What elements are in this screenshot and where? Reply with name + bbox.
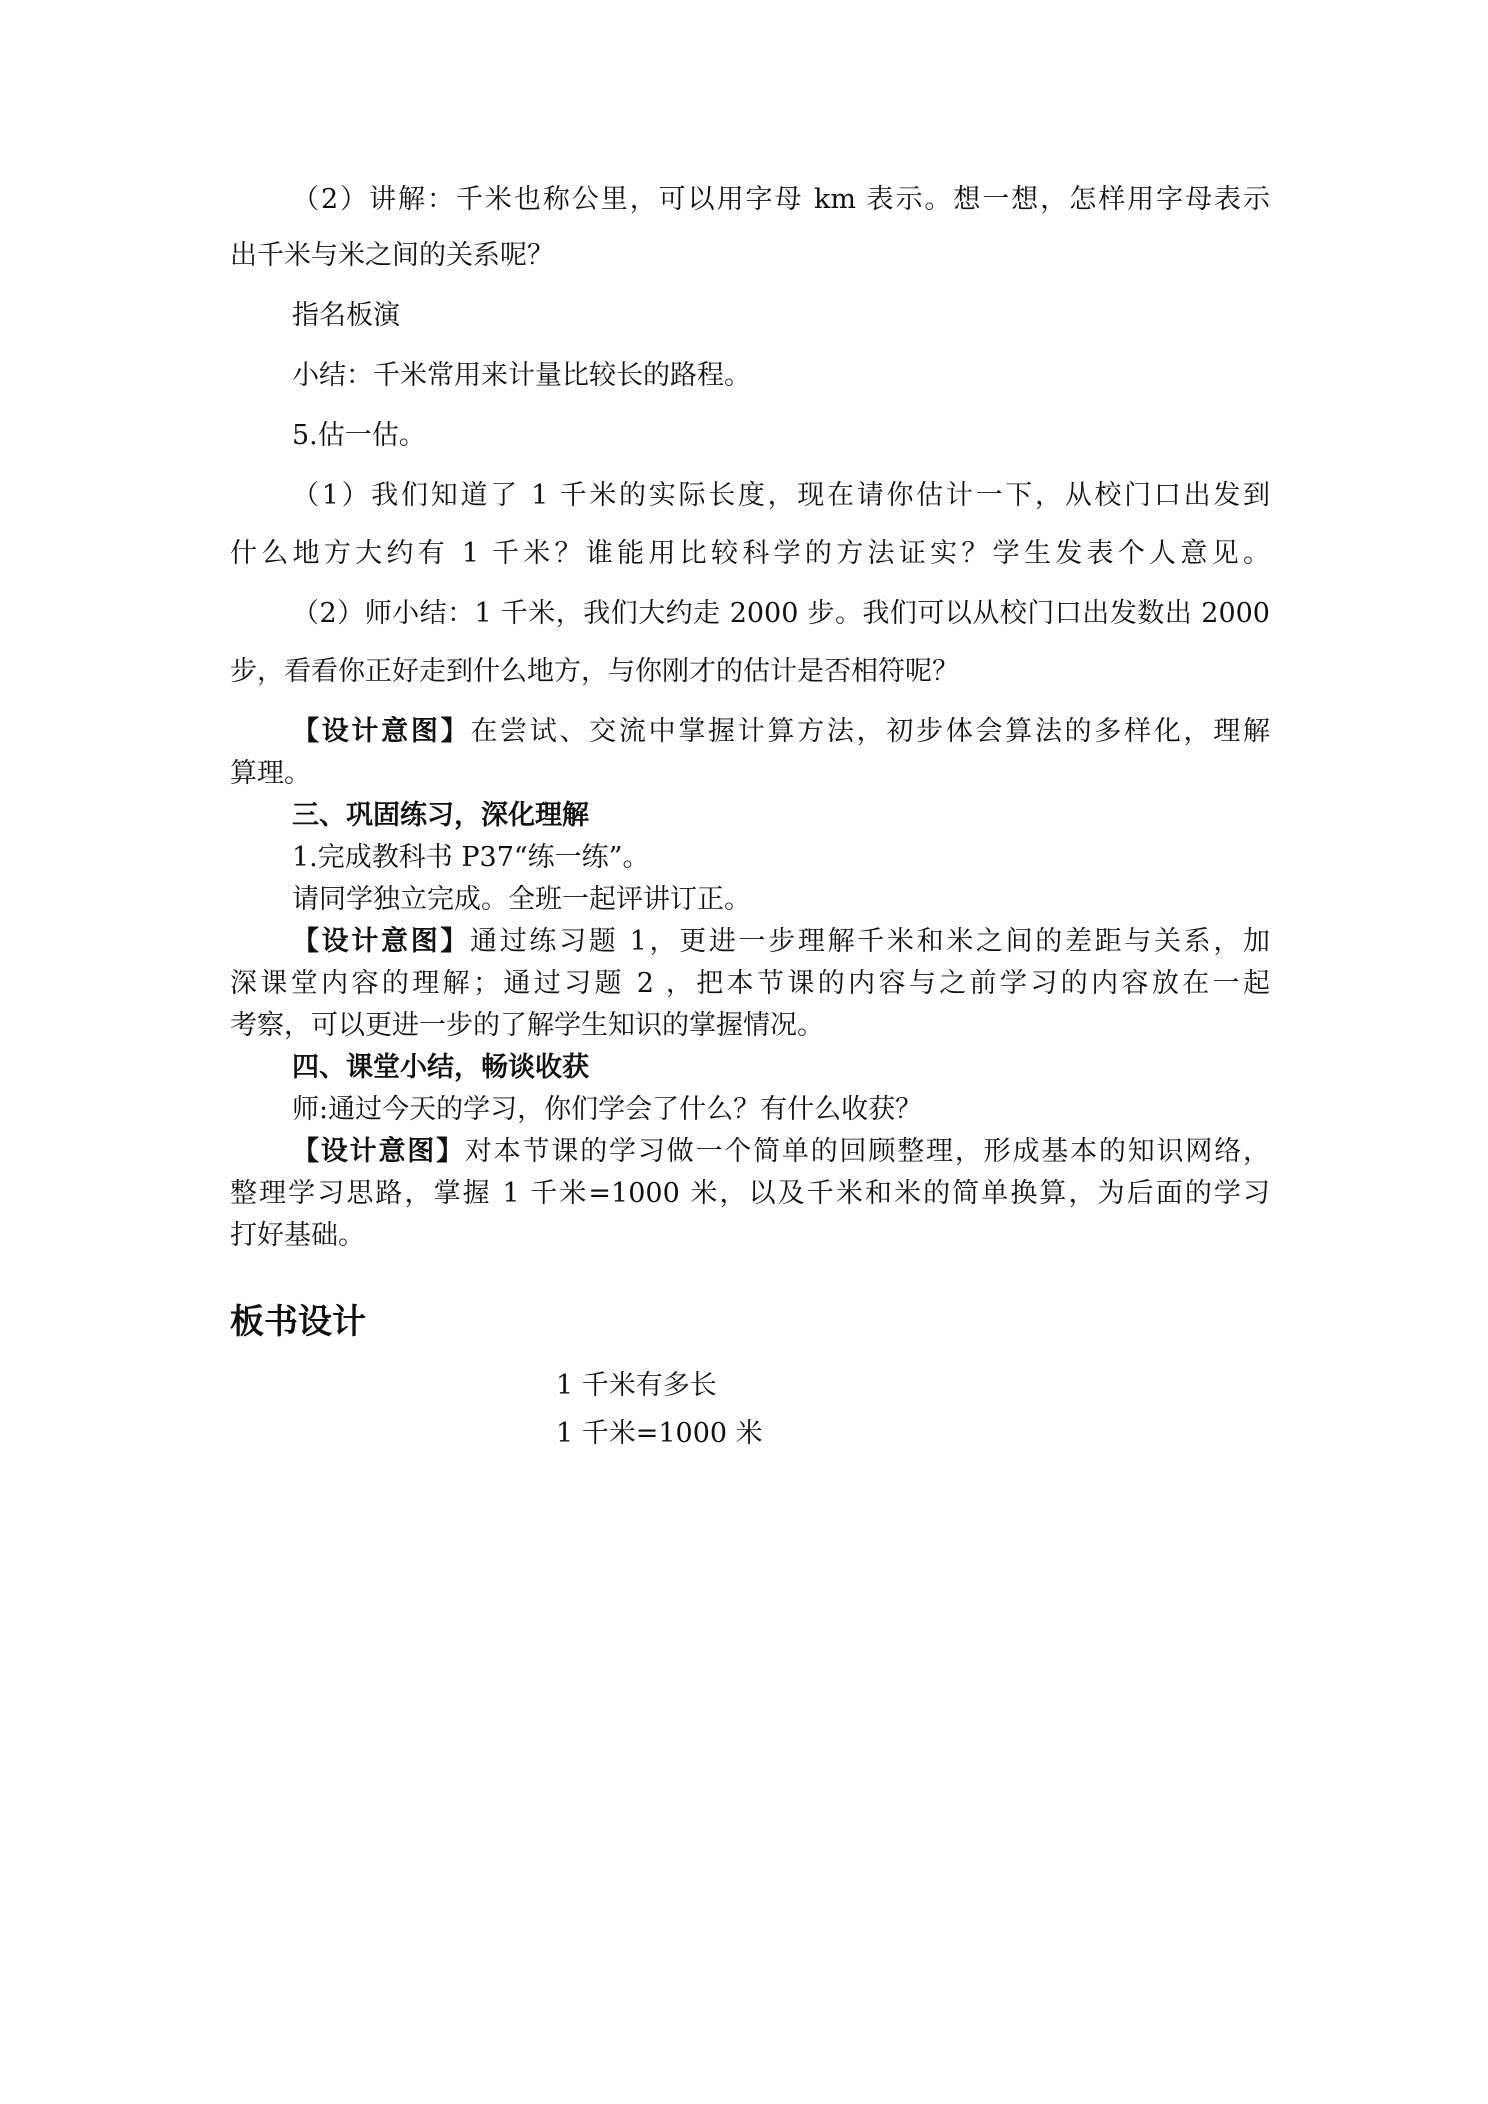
paragraph-estimate-2-line2: 步，看看你正好走到什么地方，与你刚才的估计是否相符呢？ [230, 656, 959, 687]
design-intent-text: 通过练习题 1，更进一步理解千米和米之间的差距与关系，加 [470, 926, 1270, 957]
paragraph-independent-work: 请同学独立完成。全班一起评讲订正。 [292, 884, 751, 915]
design-intent-label: 【设计意图】 [292, 1136, 465, 1167]
design-intent-text: 对本节课的学习做一个简单的回顾整理，形成基本的知识网络， [464, 1136, 1271, 1167]
paragraph-summary: 小结：千米常用来计量比较长的路程。 [292, 360, 751, 391]
design-intent-3-line1 [292, 1132, 1270, 1172]
paragraph-estimate-2-line1: （2）师小结：1 千米，我们大约走 2000 步。我们可以从校门口出发数出 2000 [292, 598, 1270, 629]
paragraph-estimate-1-line2: 什么地方大约有 1 千米？谁能用比较科学的方法证实？学生发表个人意见。 [230, 538, 1270, 569]
design-intent-2-line3: 考察，可以更进一步的了解学生知识的掌握情况。 [230, 1010, 824, 1041]
design-intent-1-line1 [292, 712, 1270, 752]
design-intent-2-line2: 深课堂内容的理解；通过习题 2 ，把本节课的内容与之前学习的内容放在一起 [230, 968, 1270, 999]
design-intent-text: 在尝试、交流中掌握计算方法，初步体会算法的多样化，理解 [470, 716, 1270, 747]
paragraph-textbook-exercise: 1.完成教科书 P37“练一练”。 [292, 842, 650, 873]
paragraph-explanation-line2: 出千米与米之间的关系呢？ [230, 240, 554, 271]
board-line-title: 1 千米有多长 [556, 1370, 717, 1401]
paragraph-teacher-question: 师:通过今天的学习，你们学会了什么？有什么收获？ [292, 1094, 923, 1125]
board-design-heading: 板书设计 [230, 1302, 366, 1342]
board-line-formula: 1 千米=1000 米 [556, 1418, 763, 1449]
section-title-summary: 四、课堂小结，畅谈收获 [292, 1052, 589, 1083]
design-intent-3-line2: 整理学习思路，掌握 1 千米=1000 米，以及千米和米的简单换算，为后面的学习 [230, 1178, 1270, 1209]
design-intent-1-line2: 算理。 [230, 758, 311, 789]
design-intent-label: 【设计意图】 [292, 716, 471, 747]
design-intent-label: 【设计意图】 [292, 926, 471, 957]
paragraph-board-demo: 指名板演 [292, 300, 400, 331]
design-intent-2-line1 [292, 922, 1270, 962]
design-intent-3-line3: 打好基础。 [230, 1220, 365, 1251]
paragraph-explanation-line1: （2）讲解：千米也称公里，可以用字母 km 表示。想一想，怎样用字母表示 [292, 184, 1270, 215]
paragraph-estimate-title: 5.估一估。 [292, 420, 426, 451]
paragraph-estimate-1-line1: （1）我们知道了 1 千米的实际长度，现在请你估计一下，从校门口出发到 [292, 480, 1270, 511]
section-title-practice: 三、巩固练习，深化理解 [292, 800, 589, 831]
